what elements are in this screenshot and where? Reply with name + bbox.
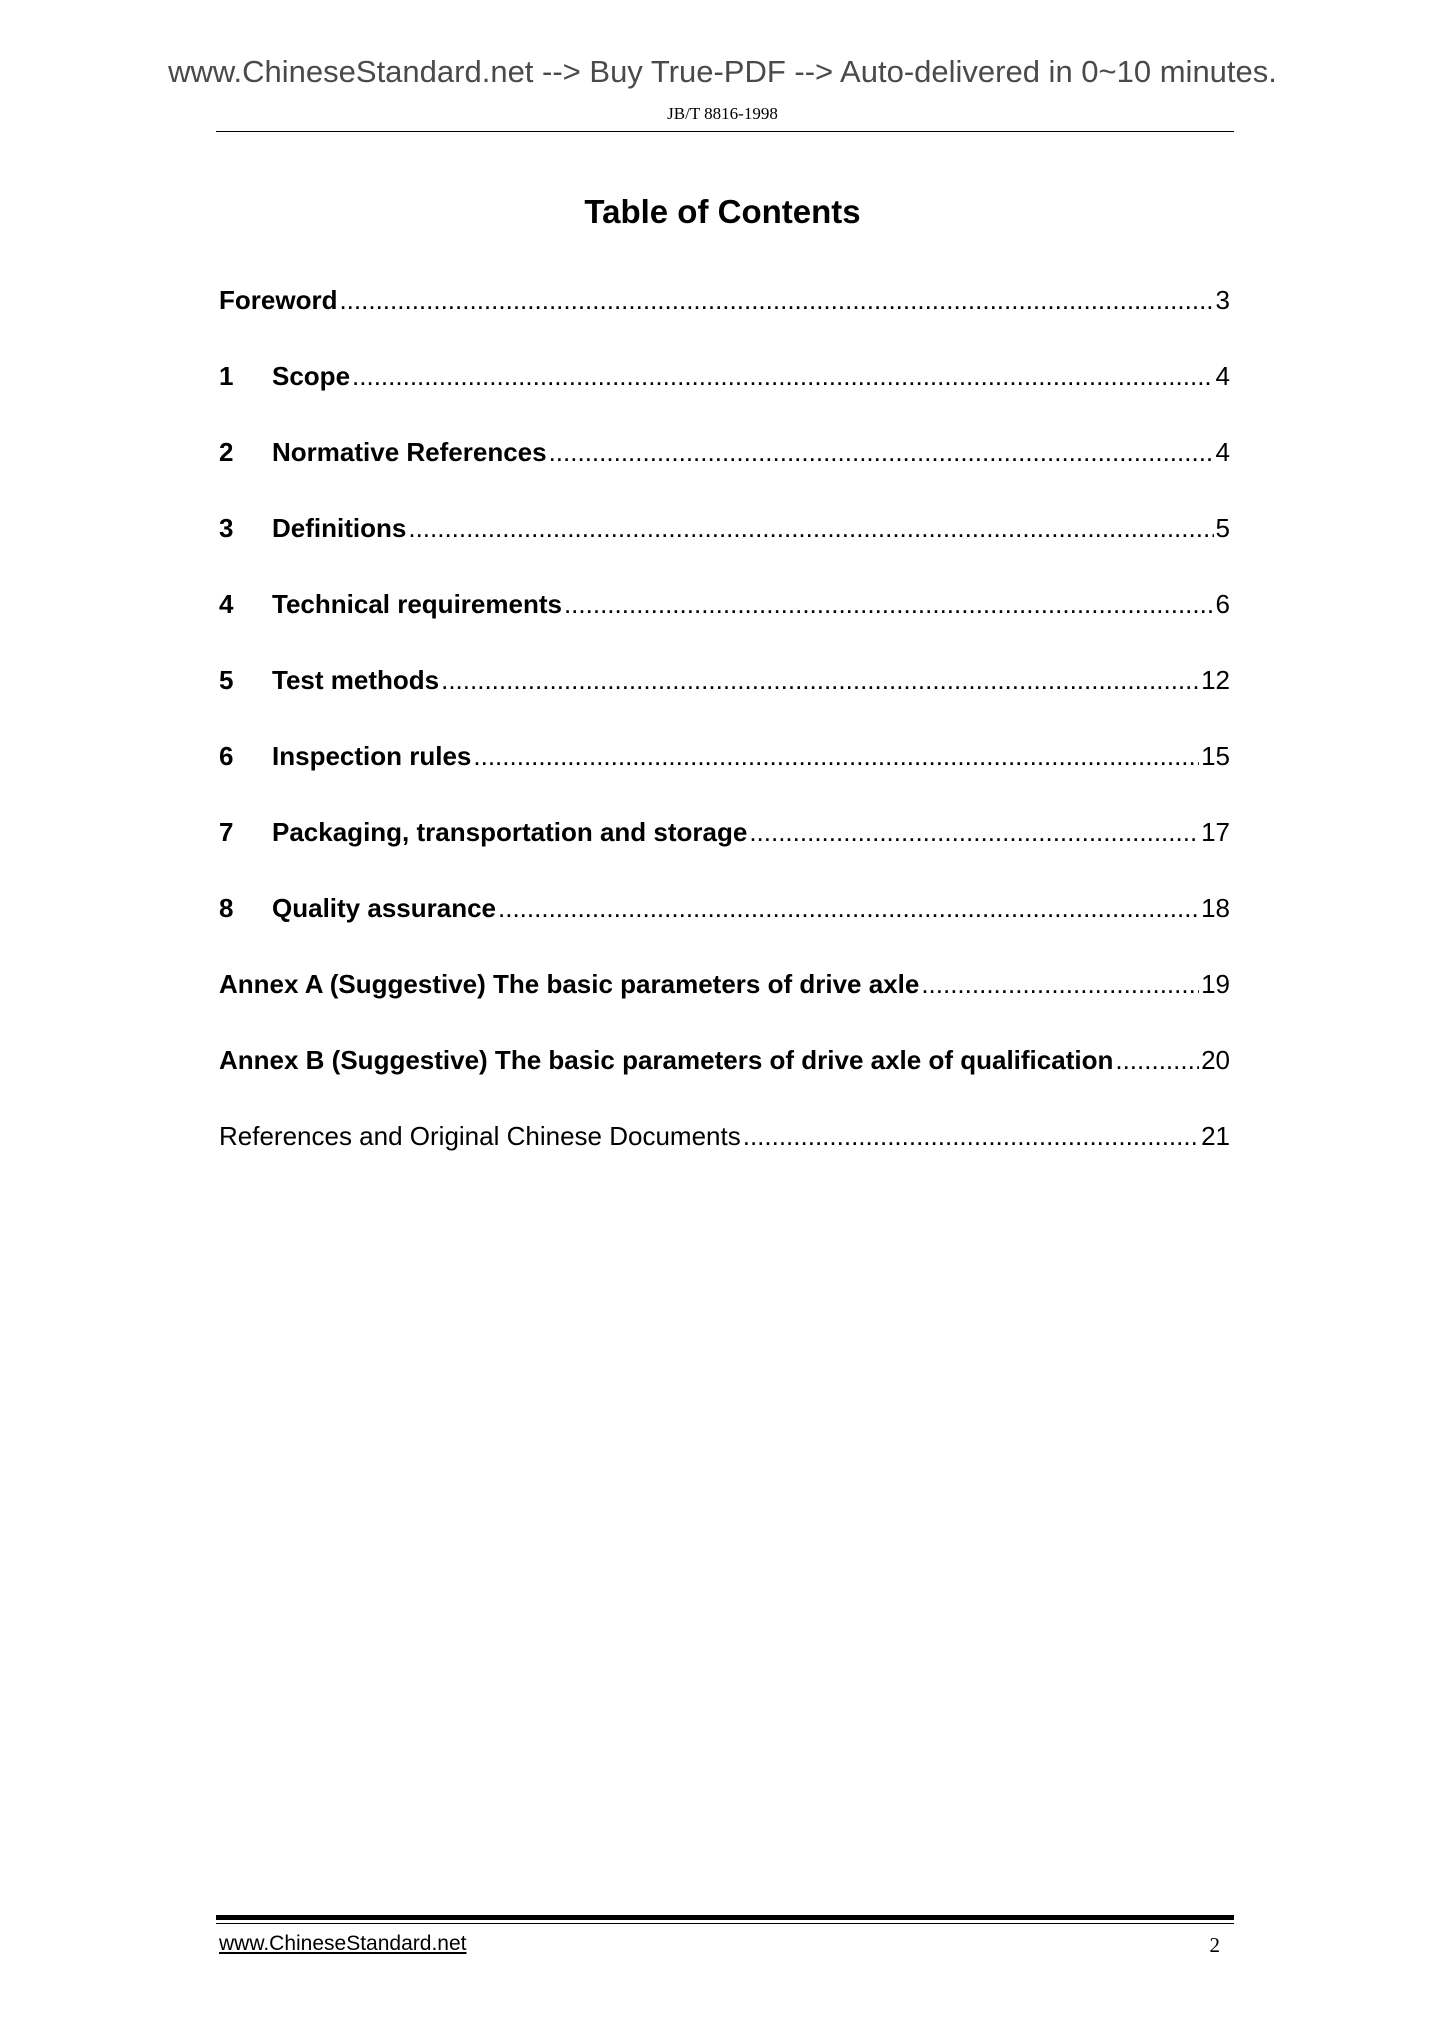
toc-entry-title: Annex A (Suggestive) The basic parameters of drive axle — [219, 969, 920, 999]
toc-entry-page: 6 — [1215, 589, 1230, 619]
toc-entry-technical-requirements[interactable] — [219, 588, 1230, 664]
toc-title: Table of Contents — [584, 193, 861, 230]
toc-entry-foreword[interactable] — [219, 284, 1230, 360]
toc-entry-title: Inspection rules — [272, 741, 472, 771]
toc-entry-scope[interactable] — [219, 360, 1230, 436]
toc-entry-test-methods[interactable] — [219, 664, 1230, 740]
dot-leader — [473, 740, 1199, 772]
toc-entry-number: 1 — [219, 361, 234, 391]
toc-entry-title: References and Original Chinese Documents — [219, 1121, 741, 1151]
toc-entry-page: 19 — [1201, 969, 1230, 999]
toc-entry-title: Quality assurance — [272, 893, 496, 923]
dot-leader — [921, 968, 1199, 1000]
toc-entry-page: 4 — [1215, 361, 1230, 391]
toc-entry-title: Technical requirements — [272, 589, 562, 619]
toc-entry-number: 8 — [219, 893, 234, 923]
toc-entry-page: 17 — [1201, 817, 1230, 847]
toc-entry-title: Definitions — [272, 513, 407, 543]
toc-entry-page: 20 — [1201, 1045, 1230, 1075]
dot-leader — [1115, 1044, 1199, 1076]
standard-code: JB/T 8816-1998 — [667, 104, 778, 123]
dot-leader — [441, 664, 1199, 696]
toc-entry-number: 7 — [219, 817, 234, 847]
toc-entry-definitions[interactable] — [219, 512, 1230, 588]
footer-divider-thick — [216, 1915, 1234, 1920]
toc-entry-title: Annex B (Suggestive) The basic parameters of drive axle of qualification — [219, 1045, 1114, 1075]
toc-entry-title: Normative References — [272, 437, 547, 467]
toc-entry-references[interactable] — [219, 1120, 1230, 1196]
toc-entry-title: Foreword — [219, 285, 338, 315]
toc-entry-title: Packaging, transportation and storage — [272, 817, 748, 847]
dot-leader — [408, 512, 1213, 544]
toc-entry-packaging[interactable] — [219, 816, 1230, 892]
site-banner: www.ChineseStandard.net --> Buy True-PDF --> Auto-delivered in 0~10 minutes. — [168, 54, 1277, 89]
toc-entry-number: 5 — [219, 665, 234, 695]
toc-entry-page: 3 — [1215, 285, 1230, 315]
dot-leader — [743, 1120, 1199, 1152]
toc-entry-inspection-rules[interactable] — [219, 740, 1230, 816]
toc-entry-page: 4 — [1215, 437, 1230, 467]
dot-leader — [749, 816, 1199, 848]
toc-entry-annex-a[interactable] — [219, 968, 1230, 1044]
dot-leader — [498, 892, 1199, 924]
dot-leader — [564, 588, 1214, 620]
toc-entry-number: 4 — [219, 589, 234, 619]
toc-entry-page: 21 — [1201, 1121, 1230, 1151]
toc-entry-number: 2 — [219, 437, 234, 467]
toc-entry-page: 12 — [1201, 665, 1230, 695]
footer-site-link[interactable]: www.ChineseStandard.net — [219, 1932, 467, 1955]
header-divider — [216, 131, 1234, 132]
toc-entry-number: 3 — [219, 513, 234, 543]
toc-entry-normative-references[interactable] — [219, 436, 1230, 512]
toc-entry-quality-assurance[interactable] — [219, 892, 1230, 968]
dot-leader — [339, 284, 1213, 316]
toc-entry-page: 5 — [1215, 513, 1230, 543]
table-of-contents — [219, 284, 1230, 1196]
dot-leader — [549, 436, 1214, 468]
toc-entry-page: 18 — [1201, 893, 1230, 923]
toc-entry-title: Test methods — [272, 665, 440, 695]
toc-entry-annex-b[interactable] — [219, 1044, 1230, 1120]
toc-entry-number: 6 — [219, 741, 234, 771]
footer-divider-thin — [216, 1923, 1234, 1924]
dot-leader — [352, 360, 1214, 392]
toc-entry-title: Scope — [272, 361, 351, 391]
page-number: 2 — [1209, 1933, 1220, 1957]
toc-entry-page: 15 — [1201, 741, 1230, 771]
